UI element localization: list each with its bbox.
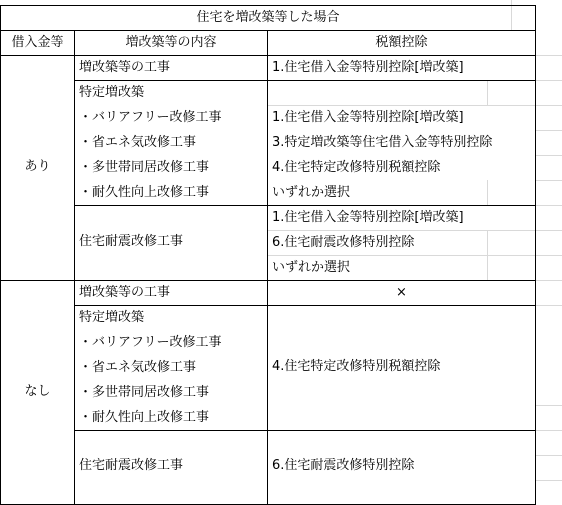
table-border [74,430,536,431]
content-cell[interactable]: ・多世帯同居改修工事 [79,160,210,175]
gridline [536,155,562,156]
gridline [536,80,562,81]
content-cell[interactable]: 住宅耐震改修工事 [79,458,184,473]
gridline [487,80,488,105]
deduction-cell[interactable]: 1.住宅借入金等特別控除[増改築] [272,60,464,75]
content-cell[interactable]: ・多世帯同居改修工事 [79,385,210,400]
deduction-cell[interactable]: 4.住宅特定改修特別税額控除 [272,160,441,175]
header-content[interactable]: 増改築等の内容 [125,35,217,50]
gridline [536,480,562,481]
table-title[interactable]: 住宅を増改築等した場合 [196,10,340,25]
header-loan[interactable]: 借入金等 [11,35,64,50]
deduction-cell[interactable]: いずれか選択 [272,260,351,275]
deduction-cell[interactable]: × [396,285,407,300]
content-cell[interactable]: 増改築等の工事 [79,60,171,75]
gridline [536,305,562,306]
deduction-cell[interactable]: 3.特定増改築等住宅借入金等特別控除 [272,135,493,150]
content-cell[interactable]: ・バリアフリー改修工事 [79,335,222,350]
deduction-cell[interactable]: 4.住宅特定改修特別税額控除 [272,359,441,374]
gridline [536,55,562,56]
gridline [536,430,562,431]
loan-label-with[interactable]: あり [24,159,51,174]
content-cell[interactable]: ・省エネ気改修工事 [79,360,197,375]
content-cell[interactable]: 特定増改築 [79,310,145,325]
content-cell[interactable]: 特定増改築 [79,85,145,100]
content-cell[interactable]: ・省エネ気改修工事 [79,135,197,150]
gridline [536,205,562,206]
content-cell[interactable]: ・耐久性向上改修工事 [79,185,210,200]
deduction-cell[interactable]: 6.住宅耐震改修特別控除 [272,235,415,250]
table-border [0,5,1,505]
gridline [536,180,562,181]
gridline [536,405,562,406]
gridline [536,455,562,456]
table-border [535,5,536,505]
content-cell[interactable]: ・耐久性向上改修工事 [79,410,210,425]
header-deduction[interactable]: 税額控除 [375,35,428,50]
deduction-cell[interactable]: 1.住宅借入金等特別控除[増改築] [272,210,464,225]
content-cell[interactable]: 増改築等の工事 [79,285,171,300]
deduction-cell[interactable]: 6.住宅耐震改修特別控除 [272,458,415,473]
loan-label-without[interactable]: なし [24,384,51,399]
content-cell[interactable]: ・バリアフリー改修工事 [79,110,222,125]
deduction-cell[interactable]: いずれか選択 [272,185,351,200]
gridline [536,280,562,281]
gridline [536,130,562,131]
content-cell[interactable]: 住宅耐震改修工事 [79,234,184,249]
deduction-cell[interactable]: 1.住宅借入金等特別控除[増改築] [272,110,464,125]
